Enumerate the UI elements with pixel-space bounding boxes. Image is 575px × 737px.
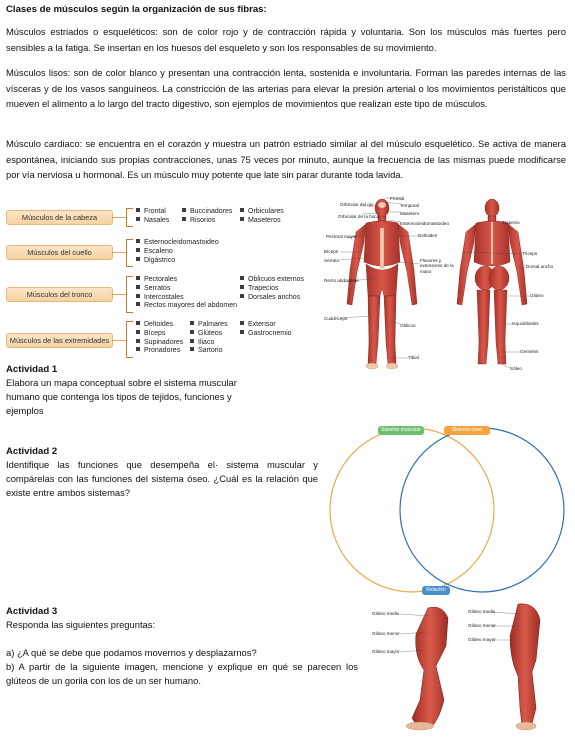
group-extremidades-col2: Palmares Glúteos Iliaco Sartorio xyxy=(190,321,228,356)
label-triceps: Tríceps xyxy=(522,251,538,256)
label-esterno: Esternocleidomastoideo xyxy=(400,221,450,226)
label-biceps: Bíceps xyxy=(324,249,339,254)
label-frontal: Frontal xyxy=(390,196,405,201)
label-gorila-gluteo-mayor: Glúteo mayor xyxy=(372,649,400,654)
label-orbicular-boca: Orbicular de la boca xyxy=(338,214,380,219)
actividad2-text: Identifique las funciones que desempeña el· sistema muscular y compárelas con las funciones del sistema óseo. ¿Cuál es la relación que existe entre ambos sistemas? xyxy=(6,459,318,499)
gorilla-leg xyxy=(412,607,448,728)
label-orbicular-ojo: Orbicular del ojo xyxy=(340,202,374,207)
actividad3-title: Actividad 3 xyxy=(6,606,58,617)
gluteus-comparison-figure xyxy=(370,600,570,732)
paragraph-lisos: Músculos lisos: son de color blanco y presentan una contracción lenta, sostenida e involuntaria. Forman las paredes internas de las vísceras y de los vasos sanguíneos. La constricción de las arterias para elevar la presión arterial o los movimientos peristálticos que mueven el alimento a lo largo del tracto digestivo, son ejemplos de movimientos que realizan este tipo de músculos. xyxy=(6,67,566,110)
label-gemelos: Gemelos xyxy=(520,349,539,354)
paragraph-estriados: Músculos estriados o esqueléticos: son de color rojo y de contracción rápida y voluntaria. Son los músculos más fuertes pero sensibles a la fatiga. Se insertan en los huesos del esqueleto y son los responsables de su movimiento. xyxy=(6,26,566,53)
label-dorsal: Dorsal ancho xyxy=(526,264,554,269)
label-isquiotibiales: Isquiotibiales xyxy=(512,321,539,326)
label-gluteo: Glúteo xyxy=(530,293,544,298)
label-deltoides: Deltoides xyxy=(418,233,438,238)
label-pectoral: Pectoral mayor xyxy=(326,234,357,239)
venn-right-label: Sistema óseo xyxy=(444,426,490,435)
actividad3-intro: Responda las siguientes preguntas: xyxy=(6,619,156,630)
actividad1-text: Elabora un mapa conceptual sobre el sistema muscular humano que contenga los tipos de tejidos, funciones y ejemplos xyxy=(6,377,237,417)
page-heading: Clases de músculos según la organización de sus fibras: xyxy=(6,4,267,15)
label-humano-gluteo-mayor: Glúteo mayor xyxy=(468,637,496,642)
venn-left-label: Sistema muscular xyxy=(378,426,424,435)
label-temporal: Temporal xyxy=(400,203,419,208)
group-tronco-col3: Oblicuos externos Trapecios Dorsales anchos xyxy=(240,276,304,302)
group-extremidades-col1: Deltoides Bíceps Supinadores Pronadores xyxy=(136,321,183,356)
venn-diagram xyxy=(324,424,570,596)
label-oblicuo: Oblicuo xyxy=(400,323,416,328)
human-leg xyxy=(510,604,540,726)
group-extremidades-label: Músculos de las extremidades xyxy=(6,333,113,348)
paragraph-cardiaco: Músculo cardiaco: se encuentra en el corazón y muestra un patrón estriado similar al del músculo esquelético. Se activa de manera espontánea, iniciando sus propias contracciones, unas 75 veces por minuto, aunque la frecuencia de las mismas puede modificarse por vía nerviosa u hormonal. Es un músculo muy potente que late sin parar durante toda lavida. xyxy=(6,138,566,181)
label-trapecio: Trapecio xyxy=(502,220,520,225)
group-cabeza-col1: Frontal Nasales xyxy=(136,208,169,226)
actividad1-title: Actividad 1 xyxy=(6,364,58,375)
actividad3-question-a: a) ¿A qué se debe que podamos movernos y desplazarnos? xyxy=(6,647,257,658)
label-serrato: Serrato xyxy=(324,258,340,263)
label-humano-gluteo-menor: Glúteo menor xyxy=(468,623,496,628)
venn-left-circle xyxy=(330,428,494,592)
label-tibial: Tibial xyxy=(408,355,419,360)
label-gorila-gluteo-medio: Glúteo medio xyxy=(372,611,400,616)
group-cuello-label: Músculos del cuello xyxy=(6,245,113,260)
group-tronco-col1: Pectorales Serratos Intercostales Rectos mayores del abdomen xyxy=(136,276,237,311)
label-masetero: Masetero xyxy=(400,211,420,216)
label-gorila-gluteo-menor: Glúteo menor xyxy=(372,631,400,636)
muscular-body-figure xyxy=(322,192,572,372)
group-tronco-label: Músculos del tronco xyxy=(6,287,113,302)
group-cabeza-col3: Orbiculares Maseteros xyxy=(240,208,284,226)
label-recto: Recto abdominal xyxy=(324,278,359,283)
group-cabeza-col2: Buccinadores Risorios xyxy=(182,208,232,226)
actividad3-question-b: b) A partir de la siguiente imagen, mencione y explique en qué se parecen los glúteos de un gorila con los de un ser humano. xyxy=(6,661,358,687)
actividad2-title: Actividad 2 xyxy=(6,446,58,457)
venn-right-circle xyxy=(400,428,564,592)
group-cabeza-label: Músculos de la cabeza xyxy=(6,210,113,225)
group-extremidades-col3: Extensor Gastrocnemio xyxy=(240,321,292,339)
group-cuello-col1: Esternocleidomastoideo Escaleno Digástrico xyxy=(136,239,219,265)
label-humano-gluteo-medio: Glúteo medio xyxy=(468,609,496,614)
venn-bottom-label: Relación xyxy=(422,586,450,595)
label-flexores: Flexores y extensores de la mano xyxy=(420,258,454,274)
label-soleo: Sóleo xyxy=(510,366,522,371)
muscle-anatomy-illustration xyxy=(322,192,572,372)
label-cuadriceps: Cuádriceps xyxy=(324,316,348,321)
